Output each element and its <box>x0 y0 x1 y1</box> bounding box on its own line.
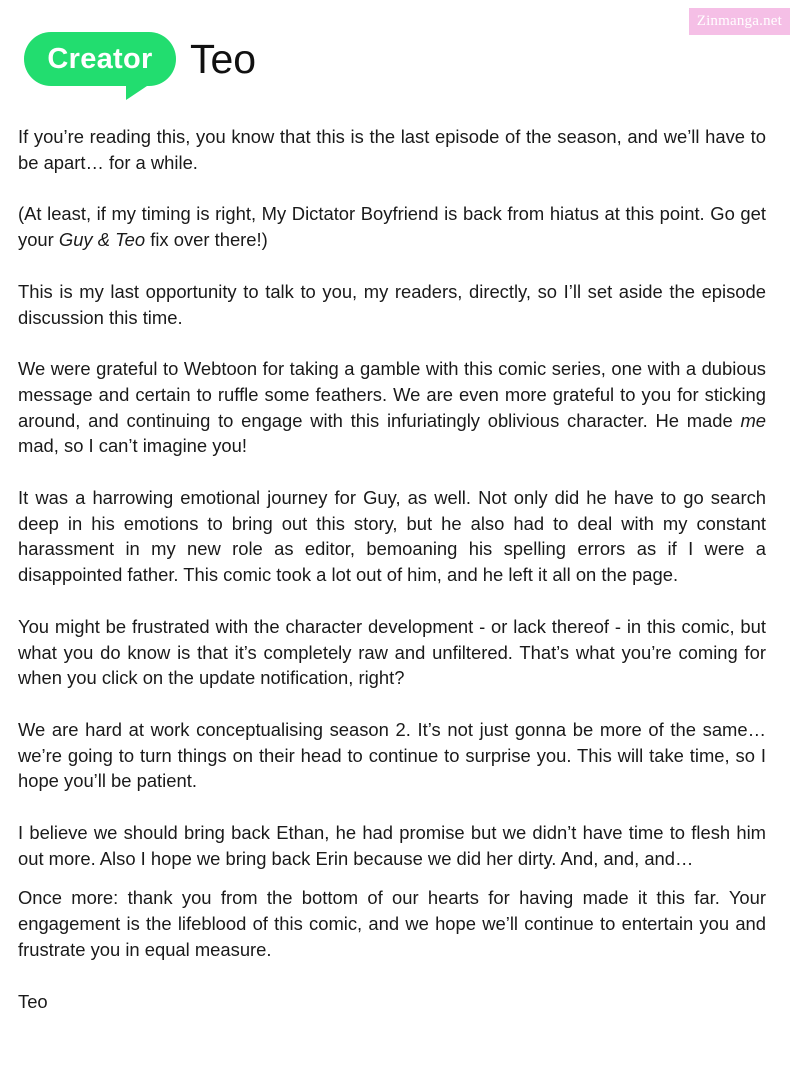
letter-paragraph-5: It was a harrowing emotional journey for Guy, as well. Not only did he have to go search deep in his emotions to bring out this story, but he also had to deal with my constant harassment in my new role as editor, bemoaning his spelling errors as if I were a disappointed father. This comic took a lot out of him, and he left it all on the page. <box>18 487 766 586</box>
letter-paragraph-1: If you’re reading this, you know that this is the last episode of the season, and we’ll have to be apart… for a while. <box>18 126 766 173</box>
creator-header <box>24 32 256 102</box>
letter-paragraph-6: You might be frustrated with the character development - or lack thereof - in this comic, but what you do know is that it’s completely raw and unfiltered. That’s what you’re coming for when you click on the update notification, right? <box>18 615 766 689</box>
site-watermark: Zinmanga.net <box>689 8 790 35</box>
creator-badge-label: Creator <box>47 42 153 75</box>
letter-paragraph-4: We were grateful to Webtoon for taking a gamble with this comic series, one with a dubious message and certain to ruffle some feathers. We are even more grateful to you for sticking around, and continuing to engage with this infuriatingly oblivious character. He made me mad, so I can’t imagine you! <box>18 358 766 457</box>
creator-letter <box>18 124 766 1040</box>
letter-signature: Teo <box>18 990 48 1012</box>
letter-paragraph-7: We are hard at work conceptualising season 2. It’s not just gonna be more of the same… we’re going to turn things on their head to continue to surprise you. This will take time, so I hope you’ll be patient. <box>18 718 766 792</box>
letter-paragraph-2: (At least, if my timing is right, My Dictator Boyfriend is back from hiatus at this point. Go get your Guy & Teo fix over there!) <box>18 203 766 251</box>
letter-paragraph-3: This is my last opportunity to talk to you, my readers, directly, so I’ll set aside the episode discussion this time. <box>18 280 766 328</box>
creator-badge <box>24 32 176 86</box>
letter-paragraph-8: I believe we should bring back Ethan, he had promise but we didn’t have time to flesh him out more. Also I hope we bring back Erin because we did her dirty. And, and, and… <box>18 822 766 869</box>
letter-paragraph-9: Once more: thank you from the bottom of our hearts for having made it this far. Your engagement is the lifeblood of this comic, and we hope we’ll continue to entertain you and frustrate you in equal measure. <box>18 887 766 960</box>
author-name: Teo <box>190 36 257 82</box>
speech-bubble-tail-icon <box>126 84 150 100</box>
